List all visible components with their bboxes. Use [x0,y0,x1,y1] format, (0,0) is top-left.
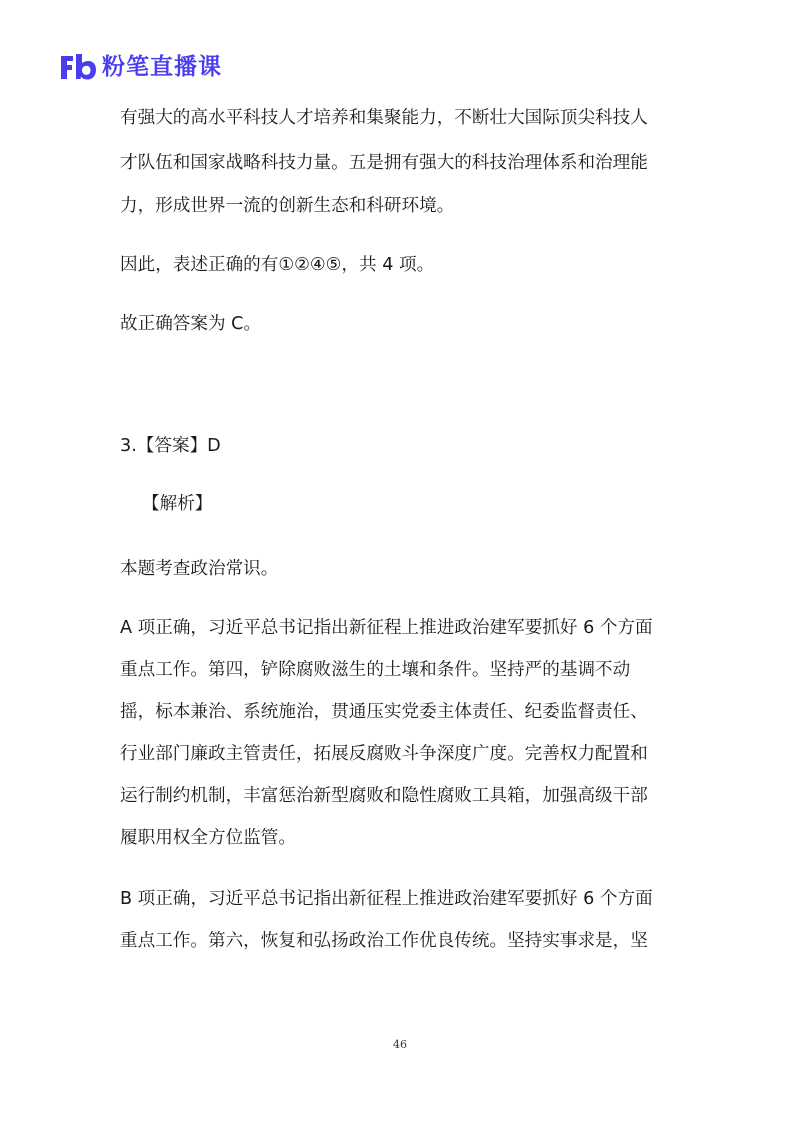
paragraph-line: 重点工作。第六，恢复和弘扬政治工作优良传统。坚持实事求是，坚 [120,931,648,951]
header [58,50,222,84]
fb-logo-icon [58,52,98,82]
paragraph-line: 摇，标本兼治、系统施治，贯通压实党委主体责任、纪委监督责任、 [120,702,648,722]
paragraph-line: 力，形成世界一流的创新生态和科研环境。 [120,196,455,216]
page-number: 46 [393,1038,407,1051]
topic-text: 本题考查政治常识。 [120,559,279,579]
brand-title: 粉笔直播课 [102,54,222,80]
paragraph-line: A 项正确，习近平总书记指出新征程上推进政治建军要抓好 6 个方面 [120,618,653,638]
answer-text: 故正确答案为 C。 [120,314,262,334]
paragraph-line: 履职用权全方位监管。 [120,828,296,848]
paragraph-line: 行业部门廉政主管责任，拓展反腐败斗争深度广度。完善权力配置和 [120,744,648,764]
paragraph-line: 有强大的高水平科技人才培养和集聚能力，不断壮大国际顶尖科技人 [120,108,648,128]
question-answer-heading: 3.【答案】D [120,436,221,456]
paragraph-line: 重点工作。第四，铲除腐败滋生的土壤和条件。坚持严的基调不动 [120,660,631,680]
conclusion-text: 因此，表述正确的有①②④⑤，共 4 项。 [120,255,435,275]
paragraph-line: B 项正确，习近平总书记指出新征程上推进政治建军要抓好 6 个方面 [120,889,653,909]
analysis-label: 【解析】 [142,494,213,514]
paragraph-line: 运行制约机制，丰富惩治新型腐败和隐性腐败工具箱，加强高级干部 [120,786,648,806]
paragraph-line: 才队伍和国家战略科技力量。五是拥有强大的科技治理体系和治理能 [120,153,648,173]
